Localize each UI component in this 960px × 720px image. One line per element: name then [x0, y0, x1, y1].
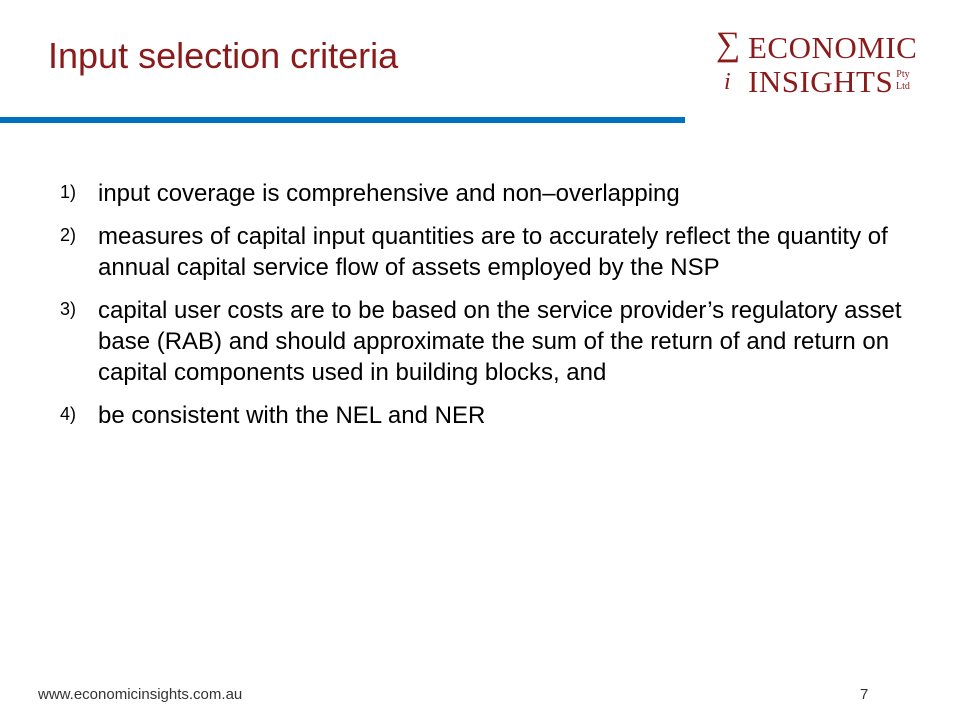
criterion-item	[60, 178, 945, 209]
logo-pty-ltd	[896, 69, 910, 93]
page-number: 7	[860, 686, 869, 703]
criterion-text: measures of capital input quantities are to accurately reflect the quantity of annual capital service flow of assets employed by the NSP	[98, 223, 888, 281]
criterion-text: capital user costs are to be based on the service provider’s regulatory asset base (RAB) and should approximate the sum of the return of and return on capital components used in building blocks, and	[98, 297, 902, 386]
title-divider	[0, 117, 685, 123]
logo-word-insights: INSIGHTS	[748, 64, 894, 99]
criterion-item	[60, 221, 945, 283]
slide-title: Input selection criteria	[48, 35, 399, 76]
criterion-item	[60, 295, 945, 388]
logo-ltd: Ltd	[896, 81, 910, 92]
criterion-number: 2)	[60, 225, 77, 245]
logo-i-symbol: i	[724, 69, 731, 95]
footer-website-url[interactable]: www.economicinsights.com.au	[38, 686, 243, 703]
economic-insights-logo	[716, 28, 926, 98]
logo-sigma-symbol: ∑	[716, 26, 741, 63]
criterion-number: 1)	[60, 182, 77, 202]
logo-pty: Pty	[896, 69, 910, 80]
criteria-list	[60, 178, 945, 443]
logo-word-economic: ECONOMIC	[748, 30, 918, 65]
criterion-text: be consistent with the NEL and NER	[98, 402, 486, 429]
criterion-number: 3)	[60, 299, 77, 319]
criterion-number: 4)	[60, 404, 77, 424]
criterion-item	[60, 400, 945, 431]
criterion-text: input coverage is comprehensive and non–overlapping	[98, 180, 680, 207]
